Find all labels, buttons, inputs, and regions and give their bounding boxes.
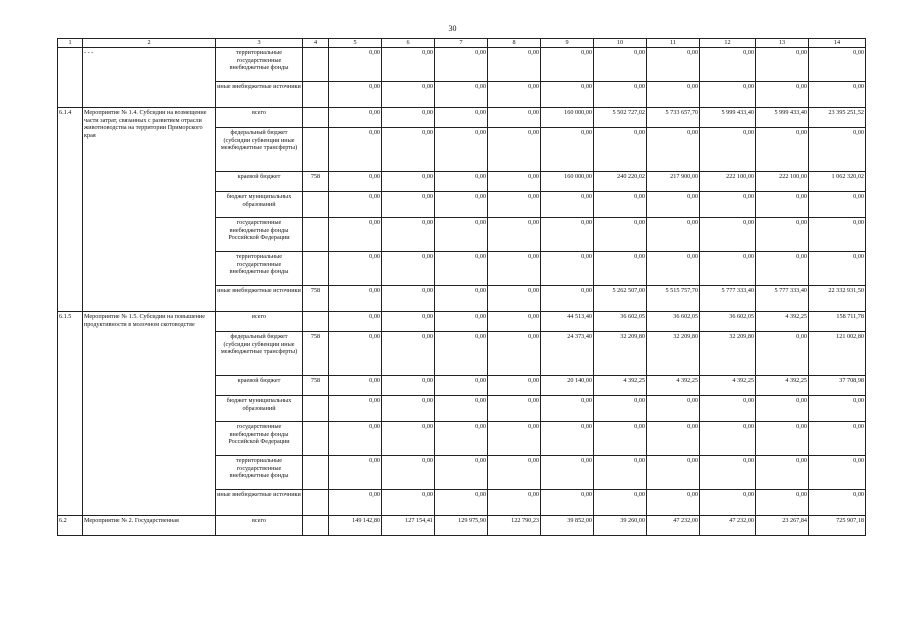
amount-cell: 0,00 — [329, 490, 382, 516]
amount-cell: 0,00 — [541, 422, 594, 456]
amount-cell: 0,00 — [756, 48, 809, 82]
grbs-code — [303, 218, 329, 252]
amount-cell: 0,00 — [488, 286, 541, 312]
amount-cell: 0,00 — [756, 332, 809, 376]
amount-cell: 0,00 — [435, 422, 488, 456]
amount-cell: 0,00 — [435, 286, 488, 312]
amount-cell: 23 395 251,52 — [809, 108, 866, 128]
amount-cell: 0,00 — [488, 376, 541, 396]
funding-source: всего — [216, 516, 303, 536]
amount-cell: 0,00 — [594, 396, 647, 422]
amount-cell: 0,00 — [756, 490, 809, 516]
amount-cell: 36 602,05 — [700, 312, 756, 332]
funding-source: государственные внебюджетные фонды Российской Федерации — [216, 218, 303, 252]
funding-source: территориальные государственные внебюджетные фонды — [216, 252, 303, 286]
column-number: 10 — [594, 39, 647, 48]
amount-cell: 47 232,00 — [700, 516, 756, 536]
amount-cell: 0,00 — [435, 376, 488, 396]
grbs-code — [303, 192, 329, 218]
amount-cell: 0,00 — [382, 252, 435, 286]
amount-cell: 160 000,00 — [541, 172, 594, 192]
funding-source: территориальные государственные внебюджетные фонды — [216, 456, 303, 490]
amount-cell: 5 777 333,40 — [700, 286, 756, 312]
grbs-code — [303, 312, 329, 332]
amount-cell: 0,00 — [435, 172, 488, 192]
amount-cell: 0,00 — [594, 456, 647, 490]
amount-cell: 0,00 — [435, 456, 488, 490]
amount-cell: 39 852,00 — [541, 516, 594, 536]
amount-cell: 0,00 — [541, 192, 594, 218]
amount-cell: 0,00 — [647, 422, 700, 456]
funding-source: иные внебюджетные источники — [216, 490, 303, 516]
funding-source: иные внебюджетные источники — [216, 286, 303, 312]
amount-cell: 0,00 — [594, 252, 647, 286]
column-number: 12 — [700, 39, 756, 48]
amount-cell: 0,00 — [594, 48, 647, 82]
amount-cell: 37 708,98 — [809, 376, 866, 396]
amount-cell: 0,00 — [382, 312, 435, 332]
amount-cell: 0,00 — [329, 312, 382, 332]
amount-cell: 222 100,00 — [700, 172, 756, 192]
amount-cell: 0,00 — [435, 332, 488, 376]
amount-cell: 0,00 — [700, 82, 756, 108]
amount-cell: 0,00 — [809, 490, 866, 516]
amount-cell: 0,00 — [435, 218, 488, 252]
amount-cell: 5 262 507,00 — [594, 286, 647, 312]
activity-name: Мероприятие № 2. Государственная — [83, 516, 216, 536]
grbs-code — [303, 252, 329, 286]
amount-cell: 0,00 — [756, 128, 809, 172]
column-number: 3 — [216, 39, 303, 48]
amount-cell: 0,00 — [382, 218, 435, 252]
amount-cell: 5 502 727,02 — [594, 108, 647, 128]
amount-cell: 0,00 — [756, 422, 809, 456]
amount-cell: 0,00 — [488, 312, 541, 332]
amount-cell: 0,00 — [488, 396, 541, 422]
amount-cell: 0,00 — [488, 218, 541, 252]
amount-cell: 0,00 — [647, 252, 700, 286]
amount-cell: 0,00 — [700, 128, 756, 172]
column-number: 5 — [329, 39, 382, 48]
amount-cell: 0,00 — [647, 490, 700, 516]
column-number: 13 — [756, 39, 809, 48]
amount-cell: 725 907,18 — [809, 516, 866, 536]
amount-cell: 127 154,41 — [382, 516, 435, 536]
amount-cell: 5 515 757,70 — [647, 286, 700, 312]
amount-cell: 23 267,84 — [756, 516, 809, 536]
amount-cell: 0,00 — [809, 456, 866, 490]
amount-cell: 0,00 — [382, 48, 435, 82]
grbs-code: 758 — [303, 172, 329, 192]
amount-cell: 0,00 — [488, 108, 541, 128]
amount-cell: 0,00 — [488, 456, 541, 490]
funding-source: бюджет муниципальных образований — [216, 396, 303, 422]
grbs-code — [303, 456, 329, 490]
amount-cell: 0,00 — [756, 456, 809, 490]
amount-cell: 0,00 — [594, 218, 647, 252]
amount-cell: 0,00 — [329, 82, 382, 108]
grbs-code — [303, 490, 329, 516]
amount-cell: 0,00 — [541, 286, 594, 312]
amount-cell: 0,00 — [382, 332, 435, 376]
column-number: 9 — [541, 39, 594, 48]
amount-cell: 0,00 — [435, 490, 488, 516]
amount-cell: 0,00 — [488, 252, 541, 286]
grbs-code — [303, 422, 329, 456]
amount-cell: 5 999 433,40 — [756, 108, 809, 128]
amount-cell: 0,00 — [435, 48, 488, 82]
amount-cell: 0,00 — [809, 82, 866, 108]
amount-cell: 0,00 — [541, 456, 594, 490]
amount-cell: 0,00 — [809, 48, 866, 82]
amount-cell: 0,00 — [435, 312, 488, 332]
amount-cell: 1 062 320,02 — [809, 172, 866, 192]
funding-source: иные внебюджетные источники — [216, 82, 303, 108]
activity-code: 6.2 — [58, 516, 83, 536]
amount-cell: 0,00 — [382, 376, 435, 396]
amount-cell: 0,00 — [647, 396, 700, 422]
amount-cell: 0,00 — [756, 192, 809, 218]
funding-source: территориальные государственные внебюджетные фонды — [216, 48, 303, 82]
amount-cell: 0,00 — [435, 192, 488, 218]
amount-cell: 0,00 — [594, 128, 647, 172]
activity-name: Мероприятие № 1.5. Субсидии на повышение продуктивности в молочном скотоводстве — [83, 312, 216, 516]
grbs-code — [303, 82, 329, 108]
amount-cell: 0,00 — [329, 422, 382, 456]
page-number: 30 — [448, 24, 457, 33]
amount-cell: 0,00 — [329, 218, 382, 252]
funding-source: всего — [216, 108, 303, 128]
amount-cell: 0,00 — [594, 82, 647, 108]
amount-cell: 0,00 — [647, 218, 700, 252]
amount-cell: 4 392,25 — [594, 376, 647, 396]
amount-cell: 0,00 — [382, 456, 435, 490]
amount-cell: 0,00 — [541, 128, 594, 172]
amount-cell: 0,00 — [488, 192, 541, 218]
activity-code: 6.1.5 — [58, 312, 83, 516]
amount-cell: 0,00 — [435, 128, 488, 172]
amount-cell: 0,00 — [329, 108, 382, 128]
amount-cell: 0,00 — [382, 128, 435, 172]
column-number-row — [58, 39, 866, 48]
amount-cell: 22 332 931,50 — [809, 286, 866, 312]
amount-cell: 5 733 657,70 — [647, 108, 700, 128]
grbs-code — [303, 108, 329, 128]
amount-cell: 0,00 — [809, 422, 866, 456]
amount-cell: 20 140,00 — [541, 376, 594, 396]
amount-cell: 0,00 — [594, 422, 647, 456]
amount-cell: 0,00 — [756, 396, 809, 422]
amount-cell: 0,00 — [329, 286, 382, 312]
column-number: 2 — [83, 39, 216, 48]
amount-cell: 0,00 — [488, 82, 541, 108]
table-row — [58, 108, 866, 128]
activity-code — [58, 48, 83, 108]
funding-source: краевой бюджет — [216, 376, 303, 396]
amount-cell: 0,00 — [809, 192, 866, 218]
amount-cell: 0,00 — [647, 192, 700, 218]
grbs-code — [303, 48, 329, 82]
amount-cell: 4 392,25 — [756, 312, 809, 332]
amount-cell: 0,00 — [382, 286, 435, 312]
grbs-code — [303, 516, 329, 536]
amount-cell: 0,00 — [488, 128, 541, 172]
amount-cell: 0,00 — [647, 82, 700, 108]
amount-cell: 222 100,00 — [756, 172, 809, 192]
amount-cell: 0,00 — [382, 108, 435, 128]
amount-cell: 0,00 — [329, 128, 382, 172]
amount-cell: 32 209,80 — [594, 332, 647, 376]
amount-cell: 4 392,25 — [700, 376, 756, 396]
grbs-code: 758 — [303, 286, 329, 312]
column-number: 6 — [382, 39, 435, 48]
amount-cell: 0,00 — [382, 172, 435, 192]
amount-cell: 32 209,80 — [647, 332, 700, 376]
column-number: 14 — [809, 39, 866, 48]
table-row — [58, 312, 866, 332]
grbs-code: 758 — [303, 332, 329, 376]
funding-source: федеральный бюджет (субсидии субвенции иные межбюджетные трансферты) — [216, 128, 303, 172]
column-number: 4 — [303, 39, 329, 48]
funding-source: краевой бюджет — [216, 172, 303, 192]
amount-cell: 4 392,25 — [647, 376, 700, 396]
amount-cell: 0,00 — [700, 422, 756, 456]
amount-cell: 0,00 — [700, 490, 756, 516]
amount-cell: 0,00 — [329, 192, 382, 218]
amount-cell: 24 373,40 — [541, 332, 594, 376]
amount-cell: 0,00 — [329, 252, 382, 286]
amount-cell: 0,00 — [435, 252, 488, 286]
activity-code: 6.1.4 — [58, 108, 83, 312]
amount-cell: 0,00 — [435, 396, 488, 422]
amount-cell: 121 002,80 — [809, 332, 866, 376]
amount-cell: 0,00 — [809, 218, 866, 252]
amount-cell: 0,00 — [756, 82, 809, 108]
amount-cell: 0,00 — [756, 218, 809, 252]
amount-cell: 5 777 333,40 — [756, 286, 809, 312]
amount-cell: 0,00 — [809, 396, 866, 422]
amount-cell: 0,00 — [647, 456, 700, 490]
amount-cell: 0,00 — [700, 48, 756, 82]
amount-cell: 0,00 — [329, 172, 382, 192]
amount-cell: 0,00 — [541, 396, 594, 422]
amount-cell: 149 142,80 — [329, 516, 382, 536]
amount-cell: 240 220,02 — [594, 172, 647, 192]
amount-cell: 0,00 — [488, 332, 541, 376]
amount-cell: 0,00 — [329, 332, 382, 376]
amount-cell: 0,00 — [329, 48, 382, 82]
amount-cell: 0,00 — [700, 396, 756, 422]
budget-table — [57, 38, 866, 536]
amount-cell: 44 513,40 — [541, 312, 594, 332]
amount-cell: 0,00 — [700, 252, 756, 286]
amount-cell: 0,00 — [435, 82, 488, 108]
funding-source: бюджет муниципальных образований — [216, 192, 303, 218]
amount-cell: 122 790,23 — [488, 516, 541, 536]
table-row — [58, 516, 866, 536]
table-row — [58, 48, 866, 82]
amount-cell: 0,00 — [382, 192, 435, 218]
amount-cell: 0,00 — [329, 376, 382, 396]
amount-cell: 32 209,80 — [700, 332, 756, 376]
amount-cell: 0,00 — [488, 172, 541, 192]
amount-cell: 0,00 — [382, 490, 435, 516]
grbs-code: 758 — [303, 376, 329, 396]
amount-cell: 0,00 — [647, 128, 700, 172]
amount-cell: 0,00 — [700, 192, 756, 218]
amount-cell: 47 232,00 — [647, 516, 700, 536]
amount-cell: 129 975,90 — [435, 516, 488, 536]
amount-cell: 36 602,05 — [647, 312, 700, 332]
funding-source: федеральный бюджет (субсидии субвенции иные межбюджетные трансферты) — [216, 332, 303, 376]
amount-cell: 0,00 — [382, 396, 435, 422]
amount-cell: 0,00 — [541, 252, 594, 286]
amount-cell: 0,00 — [594, 192, 647, 218]
grbs-code — [303, 396, 329, 422]
amount-cell: 0,00 — [541, 218, 594, 252]
amount-cell: 36 602,05 — [594, 312, 647, 332]
activity-name: Мероприятие № 1.4. Субсидии на возмещение части затрат, связанных с развитием отрасли животноводства на территории Приморского края — [83, 108, 216, 312]
funding-source: всего — [216, 312, 303, 332]
amount-cell: 0,00 — [541, 48, 594, 82]
amount-cell: 160 000,00 — [541, 108, 594, 128]
amount-cell: 39 260,00 — [594, 516, 647, 536]
amount-cell: 0,00 — [541, 82, 594, 108]
amount-cell: 0,00 — [488, 422, 541, 456]
column-number: 7 — [435, 39, 488, 48]
amount-cell: 0,00 — [541, 490, 594, 516]
amount-cell: 5 999 433,40 — [700, 108, 756, 128]
amount-cell: 4 392,25 — [756, 376, 809, 396]
grbs-code — [303, 128, 329, 172]
amount-cell: 0,00 — [382, 82, 435, 108]
amount-cell: 0,00 — [809, 252, 866, 286]
amount-cell: 0,00 — [382, 422, 435, 456]
amount-cell: 0,00 — [700, 456, 756, 490]
amount-cell: 0,00 — [700, 218, 756, 252]
amount-cell: 0,00 — [435, 108, 488, 128]
amount-cell: 158 711,78 — [809, 312, 866, 332]
column-number: 8 — [488, 39, 541, 48]
amount-cell: 0,00 — [488, 48, 541, 82]
amount-cell: 0,00 — [488, 490, 541, 516]
amount-cell: 0,00 — [329, 396, 382, 422]
amount-cell: 0,00 — [594, 490, 647, 516]
column-number: 11 — [647, 39, 700, 48]
activity-name: - - - — [83, 48, 216, 108]
amount-cell: 0,00 — [647, 48, 700, 82]
amount-cell: 0,00 — [756, 252, 809, 286]
amount-cell: 0,00 — [809, 128, 866, 172]
funding-source: государственные внебюджетные фонды Российской Федерации — [216, 422, 303, 456]
amount-cell: 0,00 — [329, 456, 382, 490]
column-number: 1 — [58, 39, 83, 48]
amount-cell: 217 900,00 — [647, 172, 700, 192]
